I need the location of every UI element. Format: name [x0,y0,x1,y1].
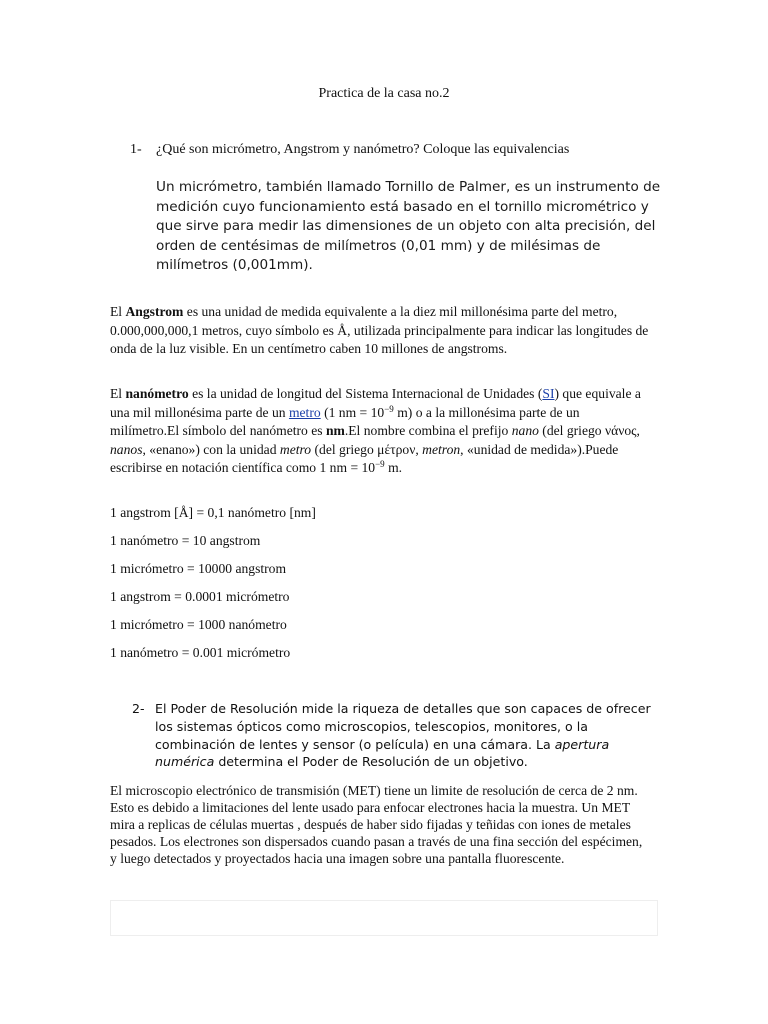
equivalence-line: 1 nanómetro = 10 angstrom [110,533,261,548]
si-link[interactable]: SI [542,386,555,401]
apertura-numerica: apertura numérica [155,736,610,770]
question-1-number: 1- [130,142,142,157]
angstrom-paragraph: El Angstrom es una unidad de medida equivalente a la diez mil millonésima parte del metro, 0.000,000,000,1 metros, cuyo símbolo es Å, utilizada principalmente para indicar las longitudes de onda de la luz visible. En un centímetro caben 10 millones de angstroms. [110,304,649,356]
equivalence-line: 1 micrómetro = 10000 angstrom [110,561,287,576]
microscopio-paragraph: El microscopio electrónico de transmisión (MET) tiene un limite de resolución de cerca de 2 nm. Esto es debido a limitaciones del lente usado para enfocar electrones hacia la muestra. Un MET mira a replicas de células muertas , después de haber sido fijadas y teñidas con iones de metales pesados. Los electrones son dispersados cuando pasan a través de una fina sección del espécimen, y luego detectados y proyectados hacia una imagen sobre una pantalla fluorescente. [110,783,643,866]
document-title: Practica de la casa no.2 [318,86,450,101]
question-2-text: El Poder de Resolución mide la riqueza de detalles que son capaces de ofrecer los sistemas ópticos como microscopios, telescopios, monitores, o la combinación de lentes y sensor (o película) en una cámara. La apertura numérica determina el Poder de Resolución de un objetivo. [155,701,651,770]
metro-link[interactable]: metro [288,404,321,420]
micrometro-answer: Un micrómetro, también llamado Tornillo de Palmer, es un instrumento de medición cuyo funcionamiento está basado en el tornillo micrométrico y que sirve para medir las dimensiones de un objeto con alta precisión, del orden de centésimas de milímetros (0,01 mm) y de milésimas de milímetros (0,001mm). [156,179,661,274]
question-2-number: 2- [132,701,145,716]
nm-symbol: nm [325,423,345,438]
equivalence-line: 1 nanómetro = 0.001 micrómetro [110,645,291,660]
equivalence-line: 1 angstrom [Å] = 0,1 nanómetro [nm] [110,505,316,520]
empty-text-box [110,900,658,936]
question-1-text: ¿Qué son micrómetro, Angstrom y nanómetro? Coloque las equivalencias [156,142,570,157]
equivalence-line: 1 angstrom = 0.0001 micrómetro [110,589,290,604]
angstrom-term: Angstrom [125,304,184,319]
nanometro-paragraph: El nanómetro es la unidad de longitud del Sistema Internacional de Unidades (SI) que equivale a una mil millonésima parte de un metro (1 nm = $10^{-9}$ m) o a la millonésima parte de un milímetro.El símbolo del nanómetro es nm.El nombre combina el prefijo nano (del griego νάνος, nanos, «enano») con la unidad metro (del griego μέτρον, metron, «unidad de medida»).Puede escribirse en notación científica como 1 nm = $10^{-9}$ m. [110,386,641,475]
nanometro-term: nanómetro [125,386,189,401]
equivalence-line: 1 micrómetro = 1000 nanómetro [110,617,287,632]
